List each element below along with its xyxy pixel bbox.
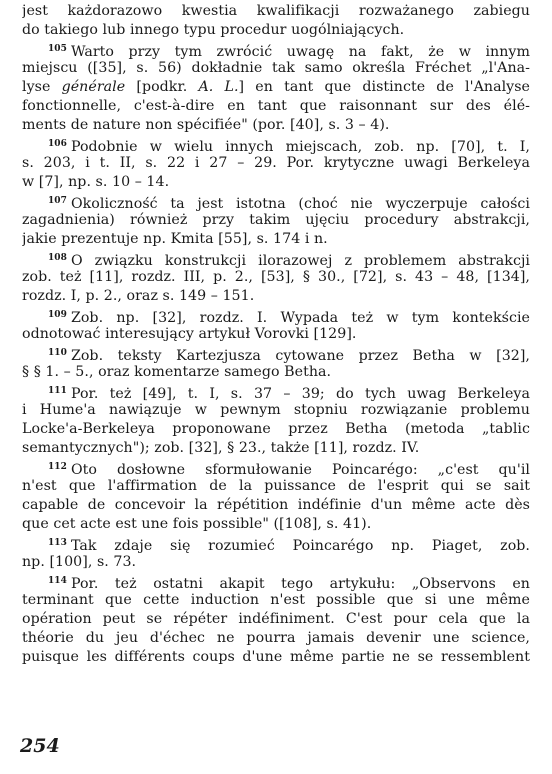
text-line: Locke'a-Berkeleya proponowane przez Betha (metoda „tablic bbox=[22, 421, 530, 437]
text-line: miejscu ([35], s. 56) dokładnie tak samo określa Fréchet „l'Ana- bbox=[22, 60, 530, 76]
footnote-text: Oto dosłowne sformułowanie Poincarégo: „c'est qu'il bbox=[70, 462, 530, 478]
text-line: w [7], np. s. 10 – 14. bbox=[22, 174, 170, 190]
text-line: § § 1. – 5., oraz komentarze samego Betha. bbox=[22, 364, 332, 380]
footnote-text: Okoliczność ta jest istotna (choć nie wyczerpuje całości bbox=[70, 196, 530, 212]
text-line: ments de nature non spécifiée" (por. [40], s. 3 – 4). bbox=[22, 117, 390, 133]
footnote-text: Zob. teksty Kartezjusza cytowane przez Betha w [32], bbox=[70, 348, 530, 364]
text-line: fonctionnelle, c'est-à-dire en tant que raisonnant sur des élé- bbox=[22, 98, 530, 114]
footnote-text: Podobnie w wielu innych miejscach, zob. np. [70], t. I, bbox=[70, 139, 530, 155]
text-line: n'est que l'affirmation de la puissance de l'esprit qui se sait bbox=[22, 478, 530, 494]
footnote-number: 113 bbox=[48, 538, 67, 548]
footnote-number: 106 bbox=[48, 139, 67, 149]
footnote-number: 112 bbox=[48, 462, 67, 472]
text-fragment: [podkr. bbox=[125, 79, 199, 95]
footnote-number: 114 bbox=[48, 576, 67, 586]
text-fragment: lyse bbox=[22, 79, 62, 95]
text-fragment: en tant que distincte de l'Analyse bbox=[255, 79, 530, 95]
text-line: terminant que cette induction n'est possible que si une même bbox=[22, 592, 530, 608]
footnote-text: Warto przy tym zwrócić uwagę na fakt, że w innym bbox=[70, 44, 530, 60]
footnote-text: Por. też ostatni akapit tego artykułu: „Observons en bbox=[70, 576, 530, 592]
footnote-number: 108 bbox=[48, 253, 67, 263]
text-line: jakie prezentuje np. Kmita [55], s. 174 i n. bbox=[22, 231, 328, 247]
footnote-text: Por. też [49], t. I, s. 37 – 39; do tych uwag Berkeleya bbox=[70, 386, 530, 402]
footnote-number: 107 bbox=[48, 196, 67, 206]
text-line: jest każdorazowo kwestia kwalifikacji rozważanego zabiegu bbox=[22, 3, 530, 19]
footnote-number: 110 bbox=[48, 348, 67, 358]
footnote-number: 109 bbox=[48, 310, 67, 320]
footnote-number: 105 bbox=[48, 44, 67, 54]
page-number: 254 bbox=[20, 735, 60, 757]
footnote-text: Tak zdaje się rozumieć Poincarégo np. Piaget, zob. bbox=[70, 538, 530, 554]
footnote-number: 111 bbox=[48, 386, 67, 396]
text-line: np. [100], s. 73. bbox=[22, 554, 137, 570]
italic-author: A. L. bbox=[198, 79, 239, 95]
text-line: zob. też [11], rozdz. III, p. 2., [53], § 30., [72], s. 43 – 48, [134], bbox=[22, 269, 530, 285]
italic-term: générale bbox=[61, 79, 126, 95]
footnote-text: O związku konstrukcji ilorazowej z problemem abstrakcji bbox=[70, 253, 530, 269]
text-line: rozdz. I, p. 2., oraz s. 149 – 151. bbox=[22, 288, 255, 304]
footnote-text: Zob. np. [32], rozdz. I. Wypada też w tym kontekście bbox=[70, 310, 530, 326]
text-line bbox=[22, 78, 530, 97]
text-line: i Hume'a nawiązuje w pewnym stopniu rozwiązanie problemu bbox=[22, 402, 530, 418]
text-line: zagadnienia) również przy takim ujęciu procedury abstrakcji, bbox=[22, 212, 530, 228]
text-line: que cet acte est une fois possible" ([108], s. 41). bbox=[22, 516, 372, 532]
text-fragment: ] bbox=[238, 79, 245, 95]
text-line: opération peut se répéter indéfiniment. C'est pour cela que la bbox=[22, 611, 530, 627]
text-line: capable de concevoir la répétition indéfinie d'un même acte dès bbox=[22, 497, 530, 513]
text-line: semantycznych"); zob. [32], § 23., także [11], rozdz. IV. bbox=[22, 440, 420, 456]
text-line: puisque les différents coups d'une même partie ne se ressemblent bbox=[22, 649, 530, 665]
text-line: s. 203, i t. II, s. 22 i 27 – 29. Por. krytyczne uwagi Berkeleya bbox=[22, 155, 530, 171]
text-line: théorie du jeu d'échec ne pourra jamais devenir une science, bbox=[22, 630, 530, 646]
text-line: do takiego lub innego typu procedur uogólniających. bbox=[22, 22, 405, 38]
text-line: odnotować interesujący artykuł Vorovki [129]. bbox=[22, 326, 357, 342]
